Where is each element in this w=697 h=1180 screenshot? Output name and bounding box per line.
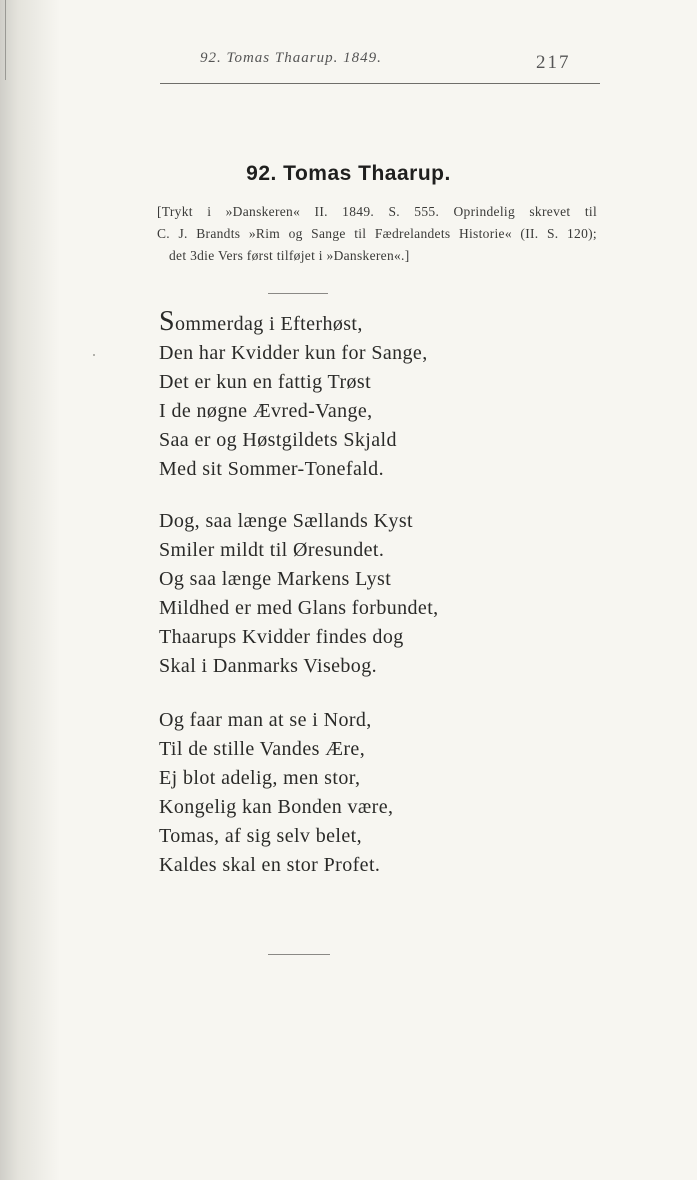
verse-line: Og saa længe Markens Lyst bbox=[159, 568, 392, 590]
verse-line: Saa er og Høstgildets Skjald bbox=[159, 429, 397, 451]
note-line-3: det 3die Vers først tilføjet i »Danskeren«.] bbox=[169, 248, 410, 263]
verse-line: I de nøgne Ævred-Vange, bbox=[159, 400, 373, 422]
separator-rule-top bbox=[268, 293, 328, 294]
verse-line: Det er kun en fattig Trøst bbox=[159, 371, 372, 393]
verse-line: Kaldes skal en stor Profet. bbox=[159, 854, 381, 876]
note-line-2: C. J. Brandts »Rim og Sange til Fædrelandets Historie« (II. S. 120); bbox=[157, 226, 597, 241]
verse-line-rest: ommerdag i Efterhøst, bbox=[174, 313, 363, 335]
scan-speck bbox=[93, 354, 95, 356]
note-line-1: [Trykt i »Danskeren« II. 1849. S. 555. Oprindelig skrevet til bbox=[157, 204, 597, 219]
verse-line: Med sit Sommer-Tonefald. bbox=[159, 458, 384, 480]
verse-line: Den har Kvidder kun for Sange, bbox=[159, 342, 428, 364]
verse-line: Til de stille Vandes Ære, bbox=[159, 738, 366, 760]
page-number: 217 bbox=[536, 52, 571, 73]
separator-rule-bottom bbox=[268, 954, 330, 955]
running-head: 92. Tomas Thaarup. 1849. bbox=[200, 50, 382, 66]
verse-line: Kongelig kan Bonden være, bbox=[159, 796, 394, 818]
verse-line: Mildhed er med Glans forbundet, bbox=[159, 597, 439, 619]
editorial-note bbox=[157, 201, 597, 267]
verse-line: Tomas, af sig selv belet, bbox=[159, 825, 362, 847]
stanza-3 bbox=[159, 706, 393, 880]
verse-line bbox=[159, 306, 428, 339]
binding-line bbox=[5, 0, 6, 80]
verse-line: Smiler mildt til Øresundet. bbox=[159, 539, 385, 561]
poem-title: 92. Tomas Thaarup. bbox=[246, 162, 451, 185]
stanza-2 bbox=[159, 507, 439, 681]
initial-letter: S bbox=[159, 306, 175, 337]
verse-line: Thaarups Kvidder findes dog bbox=[159, 626, 404, 648]
header-rule bbox=[160, 83, 600, 84]
verse-line: Og faar man at se i Nord, bbox=[159, 709, 372, 731]
verse-line: Skal i Danmarks Visebog. bbox=[159, 655, 378, 677]
verse-line: Ej blot adelig, men stor, bbox=[159, 767, 361, 789]
stanza-1 bbox=[159, 306, 428, 484]
verse-line: Dog, saa længe Sællands Kyst bbox=[159, 510, 413, 532]
